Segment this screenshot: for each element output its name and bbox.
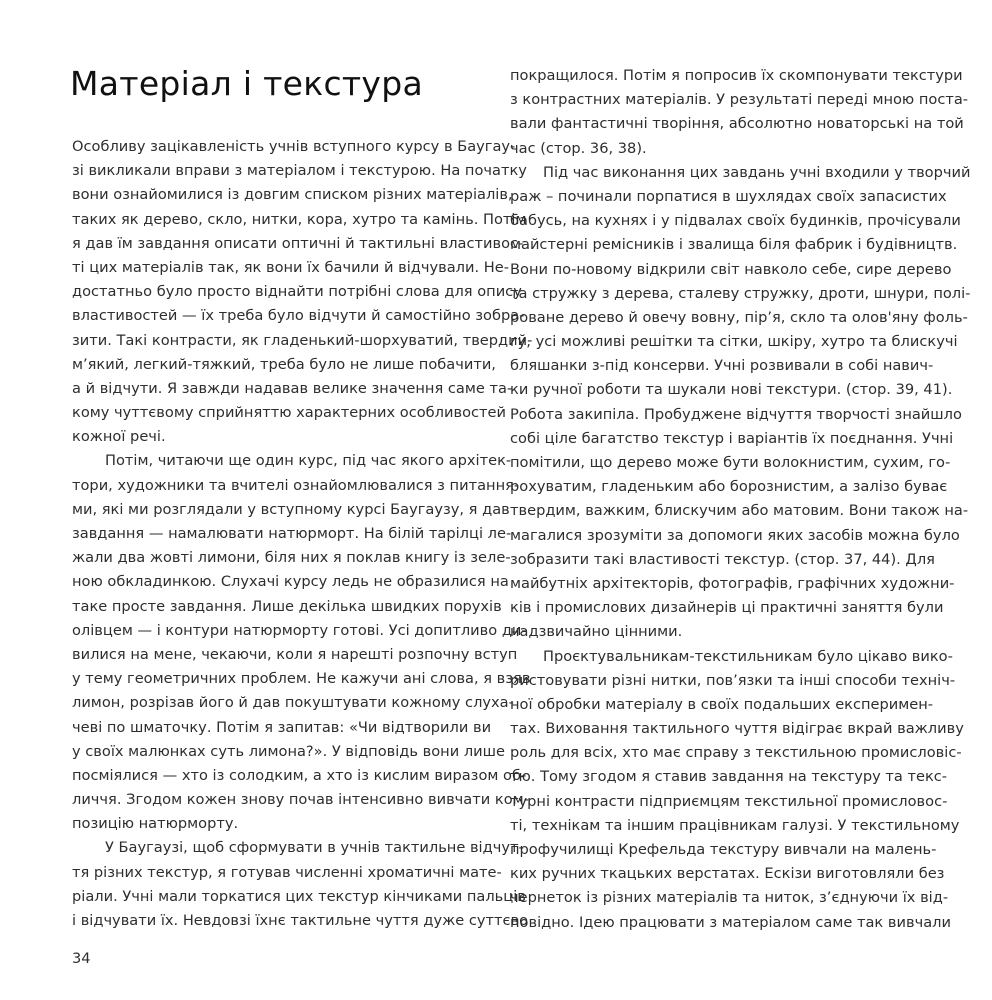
- text-line: гу, усі можливі решітки та сітки, шкіру, хутро та блискучі: [510, 333, 958, 351]
- text-line: та стружку з дерева, сталеву стружку, дроти, шнури, полі-: [510, 284, 971, 302]
- text-line: а й відчути. Я завжди надавав велике значення саме та-: [72, 379, 513, 397]
- text-line: вилися на мене, чекаючи, коли я нарешті розпочну вступ: [72, 645, 518, 663]
- text-line: надзвичайно цінними.: [510, 623, 683, 641]
- text-line: завдання — намалювати натюрморт. На білій тарілці ле-: [72, 525, 512, 542]
- text-line: м’який, легкий-тяжкий, треба було не лише побачити,: [72, 355, 496, 373]
- text-line: таке просте завдання. Лише декілька швидких порухів: [72, 597, 502, 615]
- text-line: Під час виконання цих завдань учні входили у творчий: [543, 163, 971, 181]
- text-line: роване дерево й овечу вовну, пір’я, скло та олов'яну фоль-: [510, 308, 968, 326]
- text-line: бляшанки з-під консерви. Учні розвивали в собі навич-: [510, 357, 934, 375]
- text-line: Робота закипіла. Пробуджене відчуття творчості знайшло: [510, 405, 962, 423]
- text-line: зити. Такі контрасти, як гладенький-шорхуватий, твердий-: [72, 331, 533, 349]
- page-number: 34: [72, 950, 91, 967]
- text-line: магалися зрозуміти за допомоги яких засобів можна було: [510, 526, 960, 544]
- text-line: позицію натюрморту.: [72, 815, 239, 833]
- text-line: і відчувати їх. Невдовзі їхнє тактильне чуття дуже суттєво: [72, 912, 529, 929]
- text-line: таких як дерево, скло, нитки, кора, хутро та камінь. Потім: [72, 210, 527, 228]
- text-line: ріали. Учні мали торкатися цих текстур кінчиками пальців: [72, 887, 526, 905]
- text-line: вали фантастичні творіння, абсолютно новаторські на той: [510, 115, 964, 133]
- text-line: ків і промислових дизайнерів ці практичні заняття були: [510, 599, 944, 617]
- text-line: зі викликали вправи з матеріалом і текстурою. На початку: [72, 162, 527, 180]
- text-line: Потім, читаючи ще один курс, під час якого архітек-: [105, 452, 512, 470]
- left-text-column: [72, 135, 533, 933]
- text-line: Вони по-новому відкрили світ навколо себе, сире дерево: [510, 260, 952, 278]
- text-line: вони ознайомилися із довгим списком різних матеріалів,: [72, 186, 513, 204]
- text-line: час (стор. 36, 38).: [510, 139, 647, 157]
- text-line: зобразити такі властивості текстур. (стор. 37, 44). Для: [510, 550, 935, 568]
- text-line: тах. Виховання тактильного чуття відіграє вкрай важливу: [510, 720, 964, 738]
- text-line: собі ціле багатство текстур і варіантів їх поєднання. Учні: [510, 429, 954, 447]
- text-line: ті цих матеріалів так, як вони їх бачили й відчували. Не-: [72, 258, 509, 276]
- text-line: ми, які ми розглядали у вступному курсі Баугаузу, я дав: [72, 500, 510, 518]
- text-line: помітили, що дерево може бути волокнистим, сухим, го-: [510, 454, 951, 471]
- text-line: ристовувати різні нитки, пов’язки та інші способи техніч-: [510, 671, 956, 689]
- text-line: покращилося. Потім я попросив їх скомпонувати текстури: [510, 67, 963, 84]
- text-line: ної обробки матеріалу в своїх подальших експеримен-: [510, 695, 934, 713]
- text-line: рохуватим, гладеньким або борознистим, а залізо буває: [510, 478, 948, 496]
- text-line: тю. Тому згодом я ставив завдання на текстуру та текс-: [510, 768, 948, 786]
- text-line: Проєктувальникам-текстильникам було цікаво вико-: [543, 647, 953, 665]
- text-line: жали два жовті лимони, біля них я поклав книгу із зеле-: [72, 549, 511, 567]
- text-line: тя різних текстур, я готував численні хроматичні мате-: [72, 863, 502, 881]
- text-line: кому чуттєвому сприйняттю характерних особливостей: [72, 404, 507, 422]
- text-line: з контрастних матеріалів. У результаті переді мною поста-: [510, 91, 969, 109]
- text-line: У Баугаузі, щоб сформувати в учнів тактильне відчут-: [105, 839, 524, 857]
- text-line: ті, технікам та іншим працівникам галузі. У текстильному: [510, 816, 960, 834]
- text-line: раж – починали порпатися в шухлядах своїх запасистих: [510, 187, 947, 205]
- text-line: бабусь, на кухнях і у підвалах своїх будинків, прочісували: [510, 212, 961, 230]
- text-line: олівцем — і контури натюрморту готові. Усі допитливо ди-: [72, 621, 527, 639]
- text-line: властивостей — їх треба було відчути й самостійно зобра-: [72, 307, 525, 325]
- text-line: майстерні ремісників і звалища біля фабрик і будівництв.: [510, 236, 958, 254]
- text-line: ною обкладинкою. Слухачі курсу ледь не образилися на: [72, 573, 509, 591]
- text-line: чеві по шматочку. Потім я запитав: «Чи відтворили ви: [72, 718, 492, 736]
- text-line: повідно. Ідею працювати з матеріалом саме так вивчали: [510, 913, 951, 931]
- page-title: Матеріал і текстура: [70, 64, 424, 103]
- text-line: достатньо було просто віднайти потрібні слова для опису: [72, 283, 522, 301]
- text-line: посміялися — хто із солодким, а хто із кислим виразом об-: [72, 766, 527, 784]
- text-line: я дав їм завдання описати оптичні й тактильні властивос-: [72, 234, 524, 252]
- text-line: чернеток із різних матеріалів та ниток, з’єднуючи їх від-: [510, 889, 949, 907]
- text-line: личчя. Згодом кожен знову почав інтенсивно вивчати ком-: [72, 791, 529, 809]
- right-text-column: [510, 64, 971, 935]
- text-line: майбутніх архітекторів, фотографів, графічних художни-: [510, 574, 955, 592]
- text-line: Особливу зацікавленість учнів вступного курсу в Баугау-: [72, 138, 516, 155]
- text-line: роль для всіх, хто має справу з текстильною промисловіс-: [510, 744, 962, 762]
- text-line: ки ручної роботи та шукали нові текстури. (стор. 39, 41).: [510, 381, 953, 399]
- text-line: турні контрасти підприємцям текстильної промисловос-: [510, 792, 948, 810]
- text-line: профучилищі Крефельда текстуру вивчали на малень-: [510, 841, 937, 858]
- text-line: у своїх малюнках суть лимона?». У відповідь вони лише: [72, 742, 505, 760]
- text-line: лимон, розрізав його й дав покуштувати кожному слуха-: [72, 694, 514, 712]
- text-line: твердим, важким, блискучим або матовим. Вони також на-: [510, 502, 969, 520]
- text-line: тори, художники та вчителі ознайомлювалися з питання-: [72, 476, 520, 494]
- text-line: ких ручних ткацьких верстатах. Ескізи виготовляли без: [510, 865, 945, 883]
- text-line: у тему геометричних проблем. Не кажучи ані слова, я взяв: [72, 670, 531, 688]
- text-line: кожної речі.: [72, 428, 166, 446]
